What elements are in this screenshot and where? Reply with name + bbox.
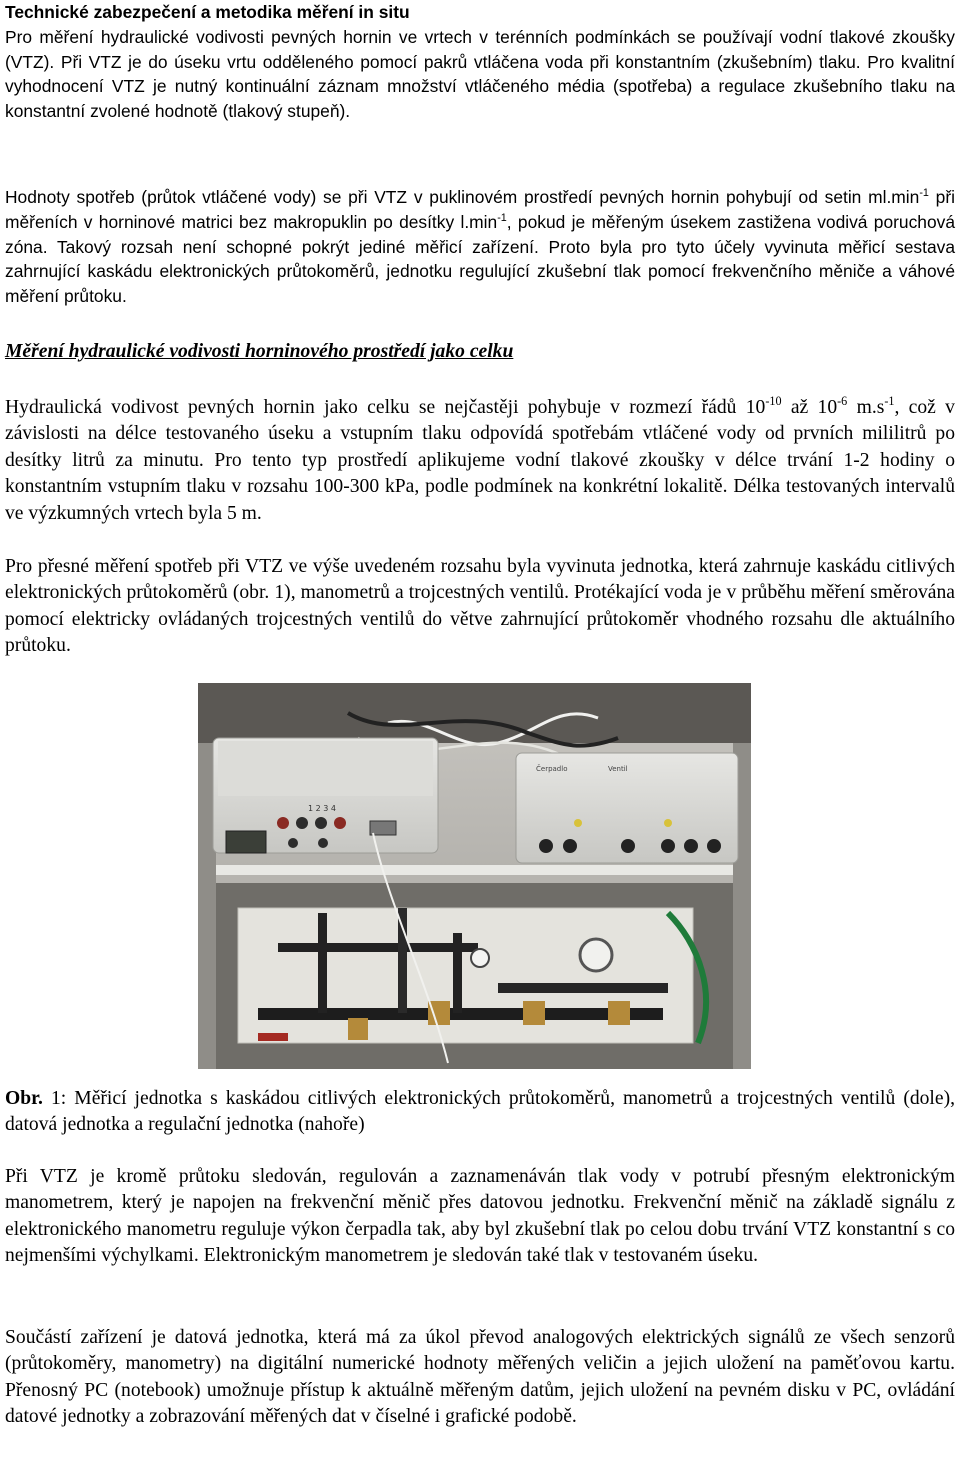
right-box-label-2: Ventil [608, 765, 628, 773]
section-heading: Měření hydraulické vodivosti horninového prostředí jako celku [5, 341, 514, 362]
paragraph-vtz-intro: Pro měření hydraulické vodivosti pevných hornin ve vrtech v terénních podmínkách se používají vodní tlakové zkoušky (VTZ). Při VTZ je do úseku vrtu odděleného pomocí pakrů vtláčena voda při konstantním (zkušebním) tlaku. Pro kvalitní vyhodnocení VTZ je nutný kontinuální záznam množství vtláčeného média (spotřeba) a regulace zkušebního tlaku na konstantní zvolené hodnotě (tlakový stupeň). [5, 26, 955, 122]
paragraph-flow-range: Hodnoty spotřeb (průtok vtláčené vody) se při VTZ v puklinovém prostředí pevných hornin pohybují od setin $ml.\min^{-1}$ při měřeních v horninové matrici bez makropuklin po desítky $l.\min^{-1}$, pokud je měřeným úsekem zastižena vodivá poruchová zóna. Takový rozsah není schopné pokrýt jediné měřicí zařízení. Proto byla pro tyto účely vyvinuta měřicí sestava zahrnující kaskádu elektronických průtokoměrů, jednotku regulující zkušební tlak pomocí frekvenčního měniče a váhové měření průtoku. [5, 187, 955, 307]
paragraph-conductivity: Hydraulická vodivost pevných hornin jako celku se nejčastěji pohybuje v rozmezí řádů $10^{-10}$ až $10^{-6}$ $m.s^{-1}$, což v závislosti na délce testovaného úseku a vstupním tlaku odpovídá spotřebám vtláčené vody od prvních mililitrů po desítky litrů za minutu. Pro tento typ prostředí aplikujeme vodní tlakové zkoušky v délce trvání 1-2 hodiny o konstantním vstupním tlaku v rozsahu 100-300 kPa, podle podmínek na konkrétní lokalitě. Délka testovaných intervalů ve výzkumných vrtech byla 5 m. [5, 394, 955, 524]
figure-photo [198, 683, 751, 1069]
section-title: Technické zabezpečení a metodika měření in situ [5, 2, 410, 22]
right-box-label-1: Čerpadlo [536, 765, 568, 773]
left-box-label: 1 2 3 4 [308, 804, 336, 813]
figure-caption: Obr. 1: Měřicí jednotka s kaskádou citlivých elektronických průtokoměrů, manometrů a trojcestných ventilů (dole), datová jednotka a regulační jednotka (nahoře) [5, 1088, 955, 1136]
paragraph-data-unit: Součástí zařízení je datová jednotka, která má za úkol převod analogových elektrických signálů ze všech senzorů (průtokoměry, manometry) na digitální numerické hodnoty měřených veličin a jejich uložení na paměťovou kartu. Přenosný PC (notebook) umožnuje přístup k aktuálně měřeným datům, jejich uložení na pevném disku v PC, ovládání datové jednotky a zobrazování měřených dat v číselné i grafické podobě. [5, 1327, 955, 1428]
measuring-unit-photo [198, 683, 751, 1069]
paragraph-pressure-regulation: Při VTZ je kromě průtoku sledován, regulován a zaznamenáván tlak vody v potrubí přesným elektronickým manometrem, který je napojen na frekvenční měnič přes datovou jednotku. Frekvenční měnič na základě signálu z elektronického manometru reguluje výkon čerpadla tak, aby byl zkušební tlak po celou dobu trvání VTZ konstantní s co nejmenšími výchylkami. Elektronickým manometrem je sledován také tlak v testovaném úseku. [5, 1166, 955, 1267]
paragraph-measuring-unit: Pro přesné měření spotřeb při VTZ ve výše uvedeném rozsahu byla vyvinuta jednotka, která zahrnuje kaskádu citlivých elektronických průtokoměrů (obr. 1), manometrů a trojcestných ventilů. Protékající voda je v průběhu měření směrována pomocí elektricky ovládaných trojcestných ventilů do větve zahrnující průtokoměr vhodného rozsahu dle aktuálního průtoku. [5, 556, 955, 657]
